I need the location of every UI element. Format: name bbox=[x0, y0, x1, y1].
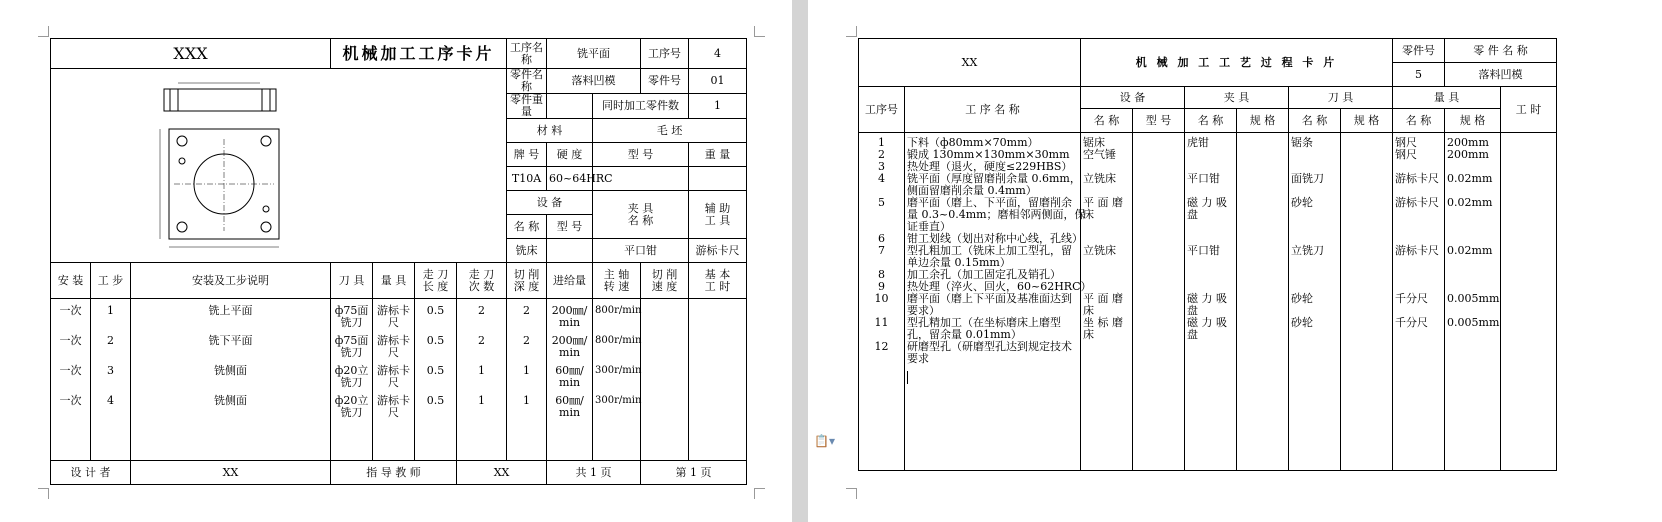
passes-cell: 2 bbox=[478, 304, 486, 317]
sub-name: 名 称 bbox=[1289, 109, 1341, 133]
step-cell: 3 bbox=[107, 364, 114, 377]
card-title: 机 械 加 工 工 艺 过 程 卡 片 bbox=[1081, 39, 1393, 87]
advisor[interactable]: XX bbox=[457, 461, 547, 485]
gauge-spec bbox=[1447, 269, 1498, 281]
feed-cell: 200㎜/ min bbox=[551, 304, 588, 329]
equip-model-col bbox=[1133, 133, 1185, 471]
depth-col bbox=[507, 299, 547, 461]
crop-mark bbox=[846, 488, 857, 499]
tool-cell: ф20立 铣刀 bbox=[334, 364, 369, 389]
op-number: 9 bbox=[878, 280, 885, 293]
base-time-col bbox=[689, 299, 747, 461]
tool-name bbox=[1291, 329, 1338, 341]
fixture-name: 虎钳 bbox=[1187, 136, 1210, 149]
speed-cell: 800r/min bbox=[595, 305, 642, 316]
sub-spec: 规 格 bbox=[1237, 109, 1289, 133]
tool-name: 立铣刀 bbox=[1291, 244, 1325, 257]
step-cell: 1 bbox=[107, 304, 114, 317]
tool-name-col bbox=[1289, 133, 1341, 471]
gauge-spec: 0.02mm bbox=[1447, 244, 1493, 257]
fixture-name: 磁 力 吸 bbox=[1187, 196, 1228, 209]
fixture-name: 磁 力 吸 bbox=[1187, 316, 1228, 329]
op-name-label: 工序名称 bbox=[507, 39, 547, 69]
tool-col bbox=[331, 299, 373, 461]
hardness[interactable]: 60~64HRC bbox=[547, 167, 593, 191]
op-number: 10 bbox=[874, 292, 889, 305]
length-cell: 0.5 bbox=[426, 394, 445, 407]
desc-col bbox=[131, 299, 331, 461]
equip-name bbox=[1083, 257, 1130, 269]
op-name-col bbox=[905, 133, 1092, 471]
desc-cell: 铣侧面 bbox=[214, 364, 248, 377]
part-name-label: 零件名称 bbox=[507, 69, 547, 94]
drawing-front-view bbox=[164, 89, 276, 111]
depth-cell: 1 bbox=[523, 364, 531, 377]
fixture-name: 磁 力 吸 bbox=[1187, 292, 1228, 305]
op-name-line: 热处理（淬火、回火，60~62HRC） bbox=[907, 280, 1092, 293]
tool-cell: ф20立 铣刀 bbox=[334, 394, 369, 419]
col-base-time: 基 本 工 时 bbox=[689, 263, 747, 299]
crop-mark bbox=[754, 488, 765, 499]
text-cursor[interactable] bbox=[907, 371, 908, 384]
op-name-line: 要求 bbox=[907, 352, 929, 365]
op-name-line: 孔，留余量 0.01mm） bbox=[907, 328, 1022, 341]
col-gauge: 量 具 bbox=[1393, 87, 1501, 109]
gauge-cell: 游标卡 尺 bbox=[377, 394, 411, 419]
speed-cell: 300r/min bbox=[595, 395, 642, 406]
op-name-line: 侧面留磨削余量 0.4mm） bbox=[907, 184, 1037, 197]
op-number: 3 bbox=[878, 160, 885, 173]
desc-cell: 铣侧面 bbox=[214, 394, 248, 407]
col-hours: 工 时 bbox=[1501, 87, 1557, 133]
gauge-spec: 0.005mm bbox=[1447, 316, 1500, 329]
tool-name: 砂轮 bbox=[1291, 292, 1314, 305]
equip-name: 立铣床 bbox=[1083, 244, 1117, 257]
sub-name: 名 称 bbox=[1081, 109, 1133, 133]
feed-cell: 60㎜/ min bbox=[555, 364, 584, 389]
gauge-name-col bbox=[1393, 133, 1445, 471]
type-label: 型 号 bbox=[593, 143, 689, 167]
op-number: 6 bbox=[878, 232, 885, 245]
length-cell: 0.5 bbox=[426, 364, 445, 377]
fixture-name: 盘 bbox=[1187, 208, 1199, 221]
blank-weight[interactable] bbox=[689, 167, 747, 191]
concurrent-label: 同时加工零件数 bbox=[593, 94, 689, 119]
gauge-spec: 0.02mm bbox=[1447, 196, 1493, 209]
op-no-label: 工序号 bbox=[641, 39, 689, 69]
col-feed: 进给量 bbox=[547, 263, 593, 299]
fixture-name bbox=[1187, 221, 1234, 233]
equip-name: 床 bbox=[1083, 328, 1095, 341]
hardness-label: 硬 度 bbox=[547, 143, 593, 167]
tool-name bbox=[1291, 257, 1338, 269]
crop-mark bbox=[846, 26, 857, 37]
length-cell: 0.5 bbox=[426, 304, 445, 317]
gauge-name bbox=[1395, 209, 1442, 221]
tool-name: 面铣刀 bbox=[1291, 172, 1325, 185]
step-cell: 2 bbox=[107, 334, 114, 347]
col-op-no: 工序号 bbox=[859, 87, 905, 133]
advisor-label: 指 导 教 师 bbox=[331, 461, 457, 485]
eq-model-label: 型 号 bbox=[547, 215, 593, 239]
gauge-spec-col bbox=[1445, 133, 1501, 471]
gauge-cell: 游标卡 尺 bbox=[377, 334, 411, 359]
passes-col bbox=[457, 299, 507, 461]
sub-name: 名 称 bbox=[1393, 109, 1445, 133]
op-name-line: 磨平面（磨上、下平面，留磨削余 bbox=[907, 196, 1072, 209]
col-gauge: 量 具 bbox=[373, 263, 415, 299]
fixture-name: 盘 bbox=[1187, 328, 1199, 341]
op-name-line: 量 0.3~0.4mm；磨相邻两侧面，保 bbox=[907, 208, 1086, 221]
install-cell: 一次 bbox=[59, 334, 82, 347]
col-fixture: 夹 具 bbox=[1185, 87, 1289, 109]
sub-spec: 规 格 bbox=[1341, 109, 1393, 133]
gauge-spec: 0.02mm bbox=[1447, 172, 1493, 185]
equip-name-col bbox=[1081, 133, 1133, 471]
feed-col bbox=[547, 299, 593, 461]
depth-cell: 2 bbox=[523, 304, 531, 317]
aux-tool[interactable]: 游标卡尺 bbox=[689, 239, 747, 263]
col-tool: 刀 具 bbox=[1289, 87, 1393, 109]
desc-cell: 铣下平面 bbox=[208, 334, 253, 347]
col-speed: 主 轴 转 速 bbox=[593, 263, 641, 299]
gauge-spec: 200mm bbox=[1447, 148, 1489, 161]
length-cell: 0.5 bbox=[426, 334, 445, 347]
total-pages: 共 1 页 bbox=[547, 461, 641, 485]
crop-mark bbox=[38, 26, 49, 37]
hours-col bbox=[1501, 133, 1557, 471]
part-no-label: 零件号 bbox=[641, 69, 689, 94]
part-name[interactable]: 落料凹模 bbox=[547, 69, 641, 94]
tool-name: 锯条 bbox=[1291, 136, 1314, 149]
gauge-col bbox=[373, 299, 415, 461]
equip-name: 锯床 bbox=[1083, 136, 1106, 149]
equip-name: 平 面 磨 bbox=[1083, 292, 1124, 305]
op-name-line: 单边余量 0.15mm） bbox=[907, 256, 1011, 269]
gauge-spec bbox=[1447, 329, 1498, 341]
install-col bbox=[51, 299, 91, 461]
op-name-line: 证垂直） bbox=[907, 220, 951, 233]
col-passes: 走 刀 次 数 bbox=[457, 263, 507, 299]
fixture-name-col bbox=[1185, 133, 1237, 471]
col-cut-speed: 切 削 速 度 bbox=[641, 263, 689, 299]
gauge-name: 千分尺 bbox=[1395, 292, 1429, 305]
op-no[interactable]: 4 bbox=[689, 39, 747, 69]
step-cell: 4 bbox=[107, 394, 114, 407]
sub-model: 型 号 bbox=[1133, 109, 1185, 133]
length-col bbox=[415, 299, 457, 461]
op-number: 5 bbox=[878, 196, 885, 209]
feed-cell: 200㎜/ min bbox=[551, 334, 588, 359]
op-number: 2 bbox=[878, 148, 885, 161]
gauge-spec bbox=[1447, 257, 1498, 269]
grade[interactable]: T10A bbox=[507, 167, 547, 191]
fixture-name: 平口钳 bbox=[1187, 172, 1221, 185]
op-name-line: 型孔精加工（在坐标磨床上磨型 bbox=[907, 316, 1061, 329]
speed-cell: 300r/min bbox=[595, 365, 642, 376]
passes-cell: 1 bbox=[478, 364, 486, 377]
tool-name bbox=[1291, 149, 1338, 161]
part-drawing-cell bbox=[51, 69, 507, 263]
paste-options-icon[interactable]: 📋▾ bbox=[814, 434, 835, 448]
op-name-line: 要求） bbox=[907, 304, 940, 317]
op-name[interactable]: 铣平面 bbox=[547, 39, 641, 69]
col-length: 走 刀 长 度 bbox=[415, 263, 457, 299]
depth-cell: 2 bbox=[523, 334, 531, 347]
install-cell: 一次 bbox=[59, 304, 82, 317]
gauge-name bbox=[1395, 329, 1442, 341]
designer-label: 设 计 者 bbox=[51, 461, 131, 485]
tool-cell: ф75面 铣刀 bbox=[334, 304, 369, 329]
op-number-col bbox=[859, 133, 905, 471]
gauge-name: 游标卡尺 bbox=[1395, 196, 1440, 209]
col-install: 安 装 bbox=[51, 263, 91, 299]
col-tool: 刀 具 bbox=[331, 263, 373, 299]
grade-label: 牌 号 bbox=[507, 143, 547, 167]
op-name-line: 研磨型孔（研磨型孔达到规定技术 bbox=[907, 340, 1072, 353]
page-number: 第 1 页 bbox=[641, 461, 747, 485]
gauge-name: 千分尺 bbox=[1395, 316, 1429, 329]
op-number: 1 bbox=[878, 136, 885, 149]
sub-spec: 规 格 bbox=[1445, 109, 1501, 133]
fixture-name[interactable]: 平口钳 bbox=[593, 239, 689, 263]
op-name-line: 铣平面（厚度留磨削余量 0.6mm， bbox=[907, 172, 1081, 185]
op-name-line: 加工余孔（加工固定孔及销孔） bbox=[907, 268, 1061, 281]
gauge-spec: 0.005mm bbox=[1447, 292, 1500, 305]
equip-name: 立铣床 bbox=[1083, 172, 1117, 185]
crop-mark bbox=[754, 26, 765, 37]
fixture-name bbox=[1187, 149, 1234, 161]
process-card bbox=[858, 38, 1557, 471]
school-name: XXX bbox=[51, 39, 331, 69]
op-number: 7 bbox=[878, 244, 885, 257]
tool-spec-col bbox=[1341, 133, 1393, 471]
fixture-name: 平口钳 bbox=[1187, 244, 1221, 257]
col-step: 工 步 bbox=[91, 263, 131, 299]
eq-name[interactable]: 铣床 bbox=[507, 239, 547, 263]
part-weight[interactable] bbox=[547, 94, 593, 119]
part-weight-label: 零件重量 bbox=[507, 94, 547, 119]
part-name-label: 零 件 名 称 bbox=[1445, 39, 1557, 63]
concurrent-count[interactable]: 1 bbox=[689, 94, 747, 119]
material-label: 材 料 bbox=[507, 119, 593, 143]
install-cell: 一次 bbox=[59, 364, 82, 377]
equip-name: 空气锤 bbox=[1083, 148, 1117, 161]
gauge-spec bbox=[1447, 209, 1498, 221]
part-no[interactable]: 5 bbox=[1393, 63, 1445, 87]
gauge-cell: 游标卡 尺 bbox=[377, 304, 411, 329]
fixture-name bbox=[1187, 257, 1234, 269]
feed-cell: 60㎜/ min bbox=[555, 394, 584, 419]
gauge-name bbox=[1395, 257, 1442, 269]
eq-name-label: 名 称 bbox=[507, 215, 547, 239]
col-equip: 设 备 bbox=[1081, 87, 1185, 109]
op-name-line: 型孔粗加工（铣床上加工型孔，留 bbox=[907, 244, 1072, 257]
op-name-line: 锻成 130mm×130mm×30mm bbox=[907, 148, 1070, 161]
tool-name bbox=[1291, 269, 1338, 281]
operation-card bbox=[50, 38, 747, 485]
part-no-label: 零件号 bbox=[1393, 39, 1445, 63]
tool-cell: ф75面 铣刀 bbox=[334, 334, 369, 359]
passes-cell: 1 bbox=[478, 394, 486, 407]
tool-name bbox=[1291, 209, 1338, 221]
steps-body bbox=[51, 299, 747, 461]
equip-name: 平 面 磨 bbox=[1083, 196, 1124, 209]
op-number: 12 bbox=[874, 340, 889, 353]
op-name-line: 热处理（退火，硬度≤229HBS） bbox=[907, 160, 1073, 173]
part-no[interactable]: 01 bbox=[689, 69, 747, 94]
tool-name bbox=[1291, 221, 1338, 233]
page-gap bbox=[792, 0, 808, 522]
eq-model[interactable] bbox=[547, 239, 593, 263]
weight-label: 重 量 bbox=[689, 143, 747, 167]
gauge-name bbox=[1395, 221, 1442, 233]
depth-cell: 1 bbox=[523, 394, 531, 407]
school-name: XX bbox=[859, 39, 1081, 87]
op-number: 4 bbox=[878, 172, 885, 185]
op-number: 11 bbox=[874, 316, 889, 329]
fixture-name bbox=[1187, 269, 1234, 281]
speed-cell: 800r/min bbox=[595, 335, 642, 346]
gauge-name: 钢尺 bbox=[1395, 136, 1418, 149]
col-op-name: 工 序 名 称 bbox=[905, 87, 1081, 133]
fixture-name: 盘 bbox=[1187, 304, 1199, 317]
op-name-line: 下料（ф80mm×70mm） bbox=[907, 136, 1039, 149]
equip-name: 床 bbox=[1083, 304, 1095, 317]
sub-name: 名 称 bbox=[1185, 109, 1237, 133]
cut-speed-col bbox=[641, 299, 689, 461]
aux-label: 辅 助 工 具 bbox=[689, 191, 747, 239]
gauge-name bbox=[1395, 269, 1442, 281]
designer[interactable]: XX bbox=[131, 461, 331, 485]
equip-name bbox=[1083, 221, 1130, 233]
equip-name: 坐 标 磨 bbox=[1083, 316, 1124, 329]
tool-name: 砂轮 bbox=[1291, 316, 1314, 329]
col-desc: 安装及工步说明 bbox=[131, 263, 331, 299]
op-name-line: 钳工划线（划出对称中心线，孔线） bbox=[907, 232, 1083, 245]
gauge-name: 游标卡尺 bbox=[1395, 244, 1440, 257]
step-col bbox=[91, 299, 131, 461]
gauge-name: 游标卡尺 bbox=[1395, 172, 1440, 185]
gauge-spec: 200mm bbox=[1447, 136, 1489, 149]
gauge-spec bbox=[1447, 221, 1498, 233]
blank-label: 毛 坯 bbox=[593, 119, 747, 143]
op-number: 8 bbox=[878, 268, 885, 281]
fixture-label: 夹 具 名 称 bbox=[593, 191, 689, 239]
equip-label: 设 备 bbox=[507, 191, 593, 215]
part-name[interactable]: 落料凹模 bbox=[1445, 63, 1557, 87]
speed-col bbox=[593, 299, 641, 461]
desc-cell: 铣上平面 bbox=[208, 304, 253, 317]
op-name-line: 磨平面（磨上下平面及基准面达到 bbox=[907, 292, 1072, 305]
col-depth: 切 削 深 度 bbox=[507, 263, 547, 299]
crop-mark bbox=[38, 488, 49, 499]
gauge-cell: 游标卡 尺 bbox=[377, 364, 411, 389]
passes-cell: 2 bbox=[478, 334, 486, 347]
gauge-name: 钢尺 bbox=[1395, 148, 1418, 161]
tool-name: 砂轮 bbox=[1291, 196, 1314, 209]
fixture-spec-col bbox=[1237, 133, 1289, 471]
part-drawing bbox=[74, 69, 484, 259]
card-title: 机械加工工序卡片 bbox=[331, 39, 507, 69]
install-cell: 一次 bbox=[59, 394, 82, 407]
equip-name: 床 bbox=[1083, 208, 1095, 221]
